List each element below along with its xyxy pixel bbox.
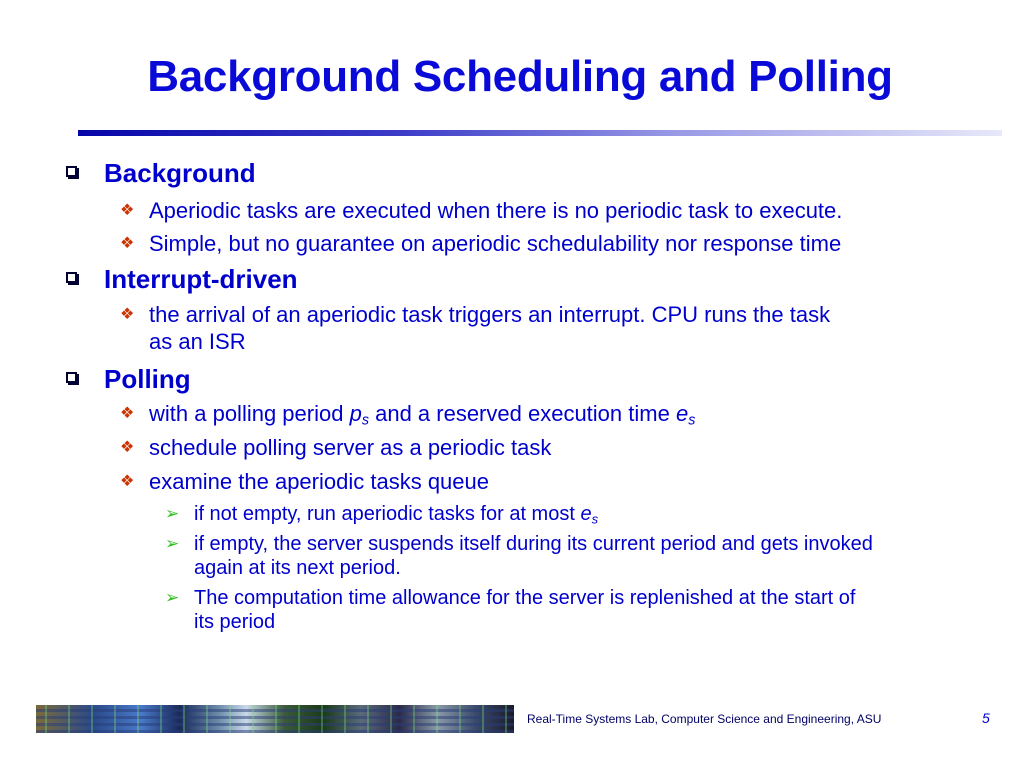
- footer-text: Real-Time Systems Lab, Computer Science and Engineering, ASU: [527, 712, 882, 726]
- diamond-bullet-icon: ❖: [120, 473, 135, 490]
- sub-bullet-text: with a polling period $p_s$ and a reserved execution time $e_s$: [149, 401, 696, 429]
- bullet-label: Background: [104, 158, 256, 188]
- sub-sub-bullet-text: if empty, the server suspends itself during its current period and gets invoked again at its next period.: [194, 533, 873, 579]
- sub-sub-bullet-text: if not empty, run aperiodic tasks for at most $e_s$: [194, 503, 599, 527]
- page-number: 5: [982, 710, 990, 726]
- sub-bullet-text: Aperiodic tasks are executed when there is no periodic task to execute.: [149, 198, 843, 223]
- checkbox-bullet-icon: [66, 272, 77, 283]
- footer-circuit-image: [36, 705, 514, 733]
- sub-bullet-text: Simple, but no guarantee on aperiodic schedulability nor response time: [149, 231, 842, 256]
- bullet-label: Polling: [104, 364, 191, 394]
- diamond-bullet-icon: ❖: [120, 235, 135, 252]
- sub-bullet-text: the arrival of an aperiodic task triggers an interrupt. CPU runs the task as an ISR: [149, 302, 831, 354]
- slide-title: Background Scheduling and Polling: [147, 52, 893, 101]
- diamond-bullet-icon: ❖: [120, 405, 135, 422]
- arrow-bullet-icon: ➢: [165, 588, 180, 607]
- bullet-label: Interrupt-driven: [104, 264, 298, 294]
- checkbox-bullet-icon: [66, 372, 77, 383]
- diamond-bullet-icon: ❖: [120, 202, 135, 219]
- sub-bullet-text: examine the aperiodic tasks queue: [149, 469, 489, 494]
- checkbox-bullet-icon: [66, 166, 77, 177]
- arrow-bullet-icon: ➢: [165, 534, 180, 553]
- diamond-bullet-icon: ❖: [120, 306, 135, 323]
- sub-bullet-text: schedule polling server as a periodic task: [149, 435, 552, 460]
- diamond-bullet-icon: ❖: [120, 439, 135, 456]
- sub-sub-bullet-text: The computation time allowance for the server is replenished at the start of its period: [194, 587, 856, 633]
- arrow-bullet-icon: ➢: [165, 504, 180, 523]
- title-underline: [78, 130, 1002, 136]
